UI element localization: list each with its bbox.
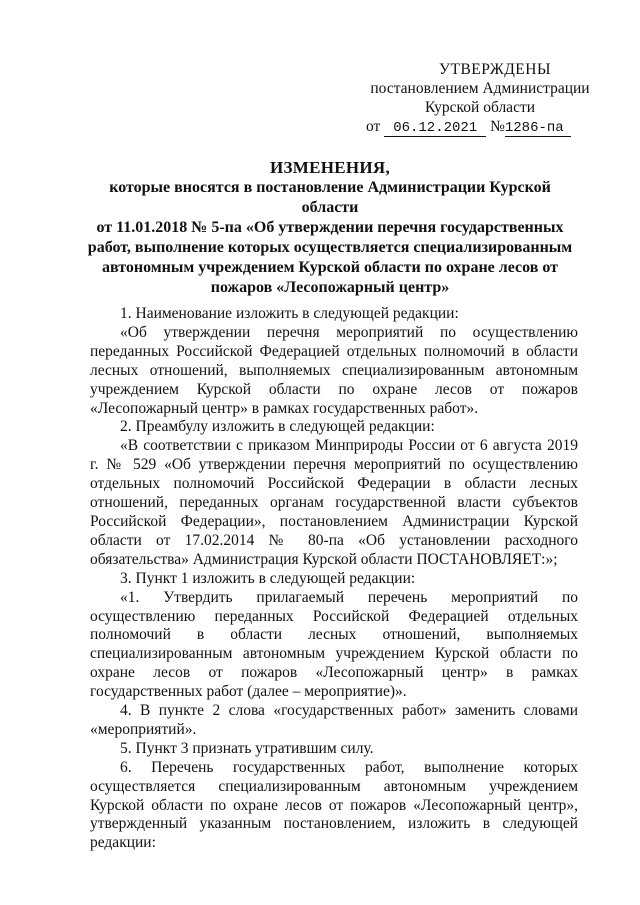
heading-line-4: автономным учреждением Курской области по охране лесов от bbox=[101, 259, 559, 276]
paragraph-6: «1. Утвердить прилагаемый перечень мероприятий по осуществлению переданных Российской Федерацией отдельных полномочий в области лесных отношений, выполняемых специализированным автономным учреждением Курской области по охране лесов от пожаров «Лесопожарный центр» в рамках государственных работ (далее – мероприятие)». bbox=[90, 588, 578, 701]
heading-title: ИЗМЕНЕНИЯ, bbox=[269, 158, 391, 177]
heading-line-3: работ, выполнение которых осуществляется специализированным bbox=[87, 239, 573, 256]
document-body bbox=[90, 305, 578, 853]
approval-date: 06.12.2021 bbox=[384, 121, 486, 137]
approval-line-2: Курской области bbox=[424, 99, 536, 116]
approval-line-1: постановлением Администрации bbox=[370, 80, 590, 97]
approval-number: 1286-па bbox=[505, 121, 571, 137]
approval-block bbox=[360, 60, 600, 137]
paragraph-1: 1. Наименование изложить в следующей редакции: bbox=[120, 305, 459, 322]
number-prefix: № bbox=[490, 118, 505, 135]
date-prefix: от bbox=[366, 118, 381, 135]
paragraph-8: 5. Пункт 3 признать утратившим силу. bbox=[120, 739, 374, 757]
paragraph-4: «В соответствии с приказом Минприроды России от 6 августа 2019 г. № 529 «Об утверждении перечня мероприятий по осуществлению отдельных полномочий Российской Федерации в области лесных отношений, переданных органам государственной власти субъектов Российской Федерации», постановлением Администрации Курской области от 17.02.2014 № 80-па «Об установлении расходного обязательства» Администрация Курской области ПОСТАНОВЛЯЕТ:»; bbox=[90, 437, 578, 568]
heading-line-5: пожаров «Лесопожарный центр» bbox=[210, 279, 450, 296]
approval-title: УТВЕРЖДЕНЫ bbox=[439, 61, 551, 78]
heading-line-2: от 11.01.2018 № 5-па «Об утверждении перечня государственных bbox=[96, 219, 564, 236]
paragraph-3: 2. Преамбулу изложить в следующей редакции: bbox=[120, 418, 435, 436]
document-heading bbox=[80, 158, 580, 298]
heading-line-1: которые вносятся в постановление Администрации Курской области bbox=[109, 179, 551, 216]
paragraph-7: 4. В пункте 2 слова «государственных работ» заменить словами «мероприятий». bbox=[90, 702, 578, 738]
paragraph-9: 6. Перечень государственных работ, выполнение которых осуществляется специализированным автономным учреждением Курской области по охране лесов от пожаров «Лесопожарный центр», утвержденный указанным постановлением, изложить в следующей редакции: bbox=[90, 758, 578, 852]
paragraph-5: 3. Пункт 1 изложить в следующей редакции: bbox=[120, 569, 416, 587]
paragraph-2: «Об утверждении перечня мероприятий по осуществлению переданных Российской Федерацией отдельных полномочий в области лесных отношений, выполняемых специализированным автономным учреждением Курской области по охране лесов от пожаров «Лесопожарный центр» в рамках государственных работ». bbox=[90, 323, 578, 417]
approval-date-number bbox=[366, 117, 600, 137]
